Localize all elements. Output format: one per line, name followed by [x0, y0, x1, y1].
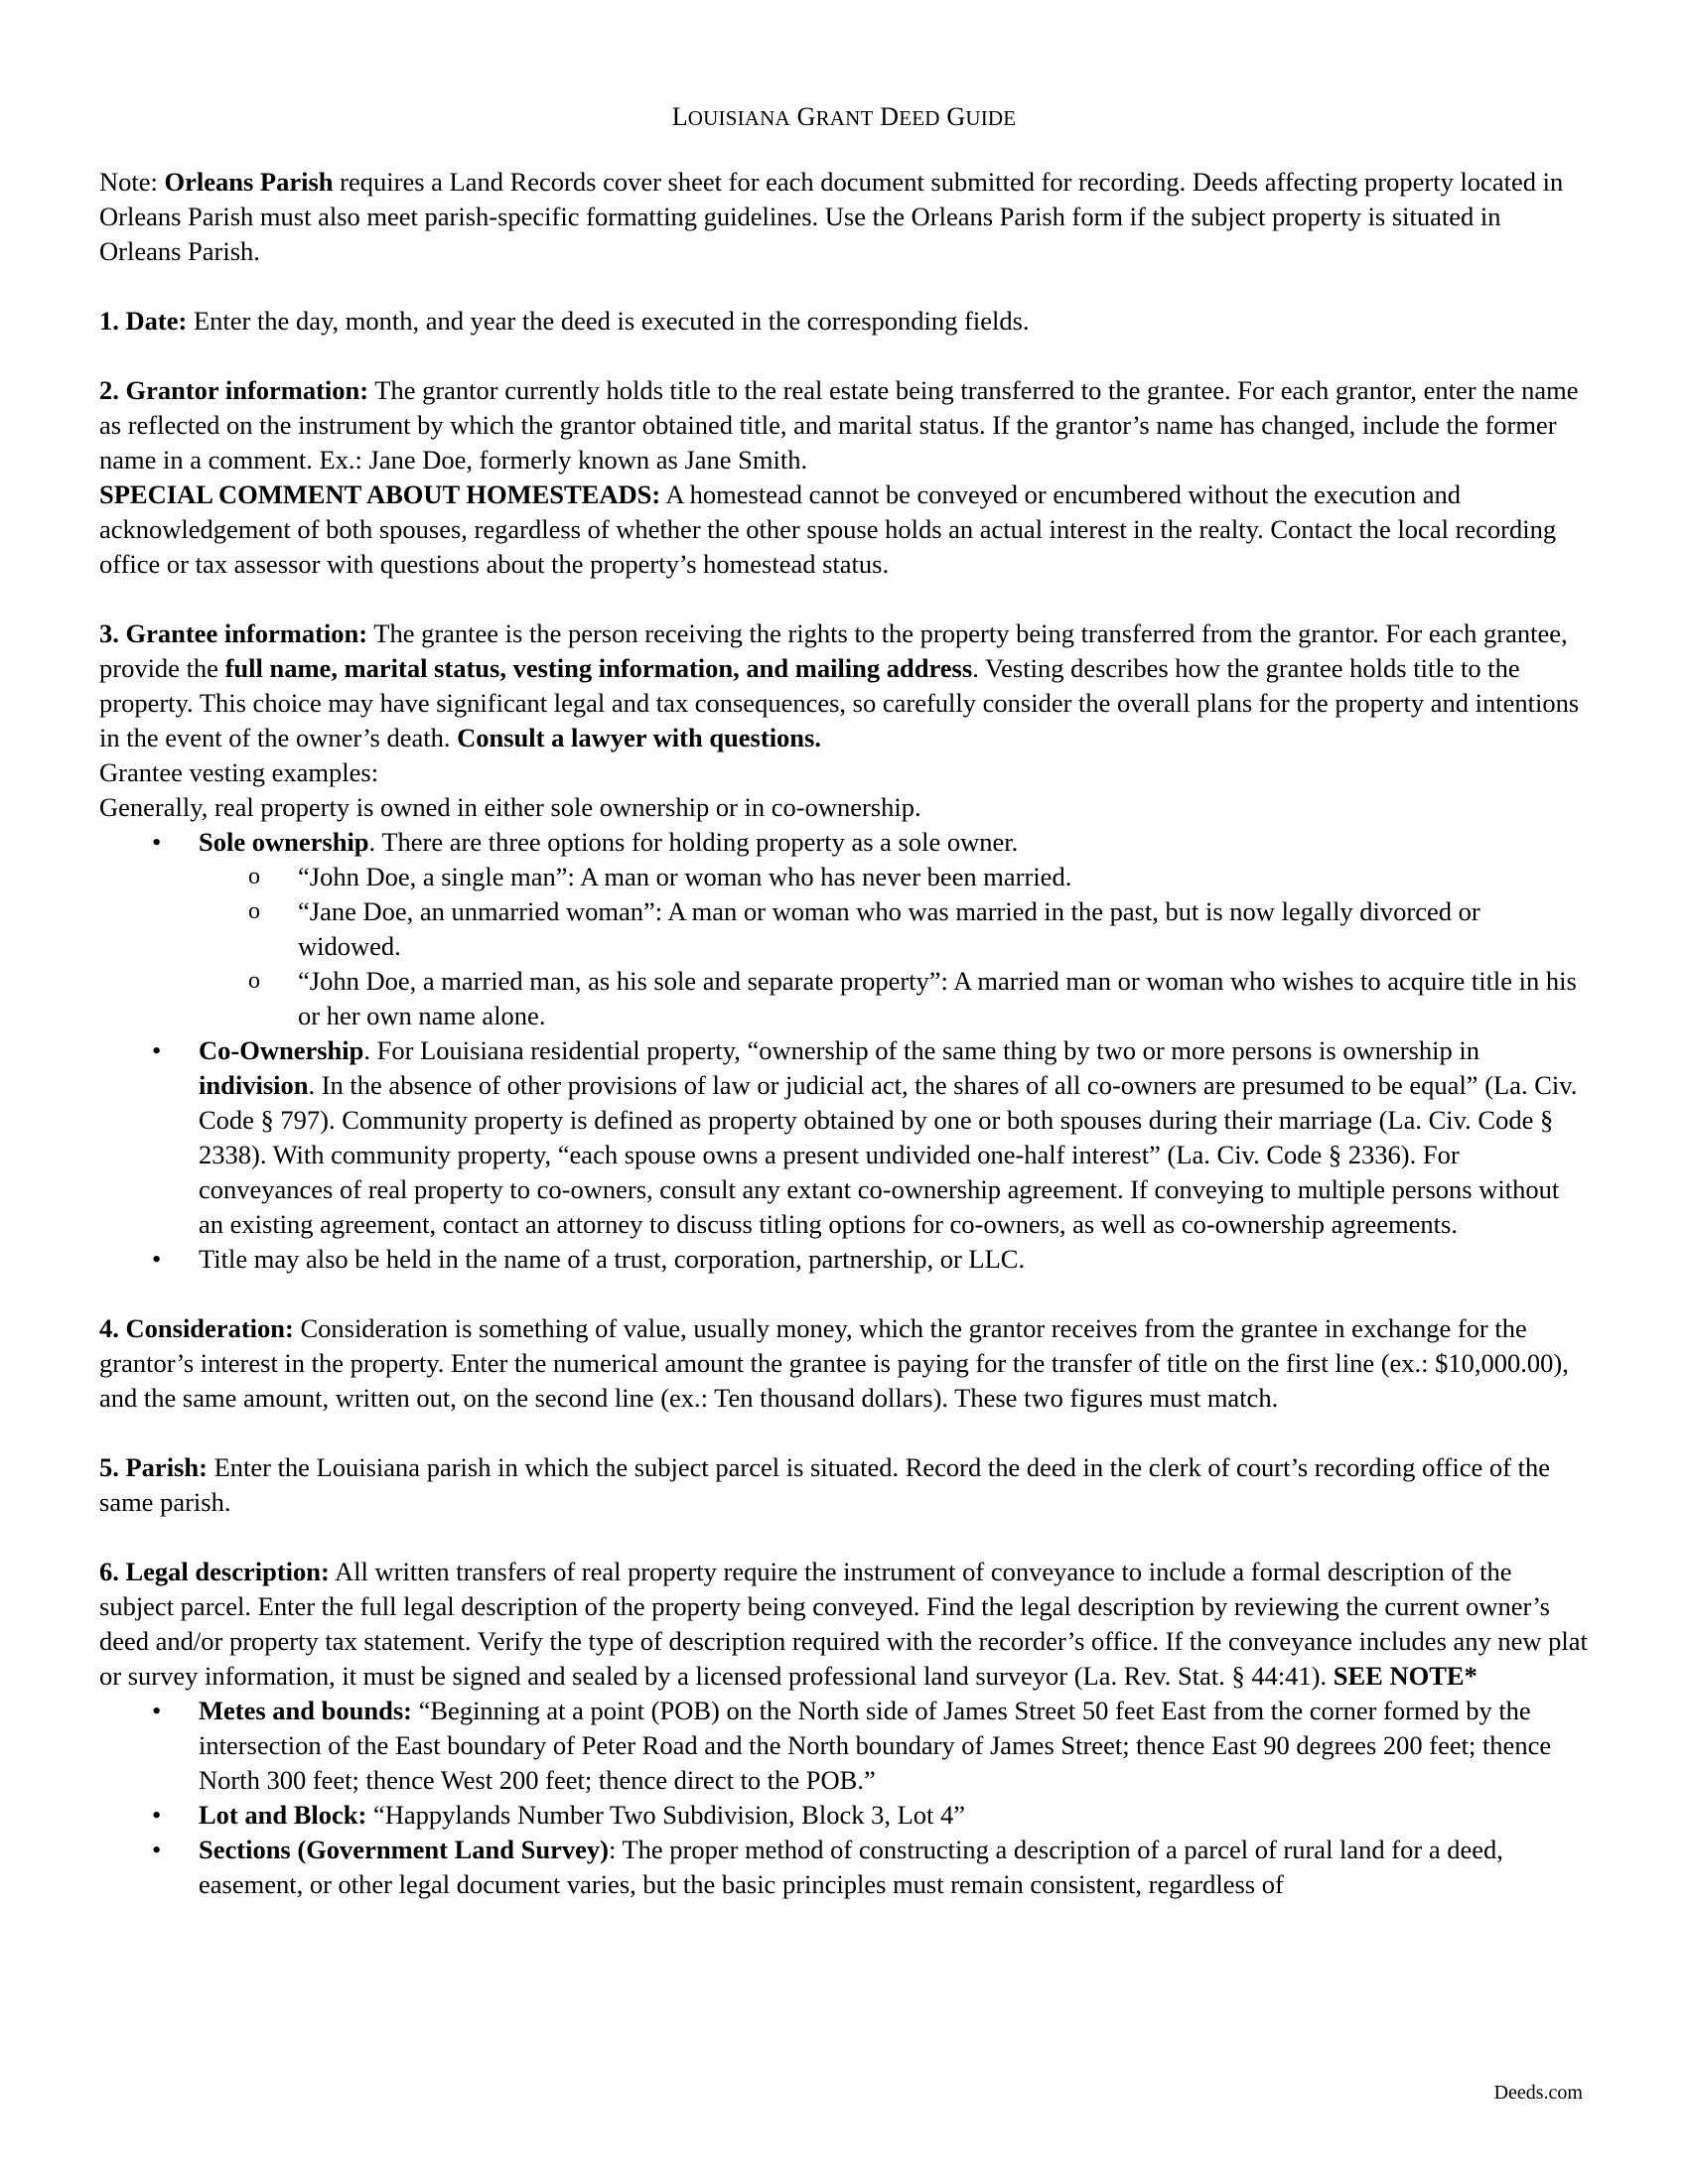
- note-paragraph: Note: Orleans Parish requires a Land Records cover sheet for each document submitted for recording. Deeds affecting property located in Orleans Parish must also meet parish-specific formatting guidelines. Use the Orleans Parish form if the subject property is situated in Orleans Parish.: [99, 167, 1564, 266]
- document-page: [99, 99, 1589, 1902]
- list-item: o “John Doe, a single man”: A man or woman who has never been married.: [248, 862, 1072, 891]
- list-item: • Sections (Government Land Survey): The proper method of constructing a description of a parcel of rural land for a deed, easement, or other legal document varies, but the basic principles must remain consistent, regardless of: [152, 1835, 1503, 1899]
- vesting-label: Grantee vesting examples:: [99, 757, 379, 787]
- list-item: • Co-Ownership. For Louisiana residential property, “ownership of the same thing by two or more persons is ownership in indivision. In the absence of other provisions of law or judicial act, the shares of all co-owners are presumed to be equal” (La. Civ. Code § 797). Community property is defined as property obtained by one or both spouses during their marriage (La. Civ. Code § 2338). With community property, “each spouse owns a present undivided one-half interest” (La. Civ. Code § 2336). For conveyances of real property to co-owners, consult any extant co-ownership agreement. If conveying to multiple persons without an existing agreement, contact an attorney to discuss titling options for co-owners, as well as co-ownership agreements.: [152, 1035, 1578, 1239]
- legal-description-list: [99, 1694, 1589, 1902]
- list-item: • Sole ownership. There are three options for holding property as a sole owner. o “John Doe, a single man”: A man or woman who has never been married. o “Jane Doe, an unmarried woman”: A man or woman who was married in the past, but is now legally divorced or widowed. o “John Doe, a married man, as his sole and separate property”: A married man or woman who wishes to acquire title in his or her own name alone.: [99, 825, 1589, 1033]
- section-grantee: 3. Grantee information: The grantee is the person receiving the rights to the property being transferred from the grantor. For each grantee, provide the full name, marital status, vesting information, and mailing address. Vesting describes how the grantee holds title to the property. This choice may have significant legal and tax consequences, so carefully consider the overall plans for the property and intentions in the event of the owner’s death. Consult a lawyer with questions.: [99, 618, 1580, 752]
- list-item: o “Jane Doe, an unmarried woman”: A man or woman who was married in the past, but is now legally divorced or widowed.: [248, 896, 1480, 961]
- section-consideration: 4. Consideration: Consideration is something of value, usually money, which the grantor receives from the grantee in exchange for the grantor’s interest in the property. Enter the numerical amount the grantee is paying for the transfer of title on the first line (ex.: $10,000.00), and the same amount, written out, on the second line (ex.: Ten thousand dollars). These two figures must match.: [99, 1313, 1569, 1413]
- list-item: o “John Doe, a married man, as his sole and separate property”: A married man or woman who wishes to acquire title in his or her own name alone.: [248, 966, 1577, 1030]
- section-date: 1. Date: Enter the day, month, and year the deed is executed in the corresponding fields.: [99, 306, 1030, 336]
- vesting-generally: Generally, real property is owned in either sole ownership or in co-ownership.: [99, 792, 921, 822]
- list-item: • Metes and bounds: “Beginning at a point (POB) on the North side of James Street 50 feet East from the corner formed by the intersection of the East boundary of Peter Road and the North boundary of James Street; thence East 90 degrees 200 feet; thence North 300 feet; thence West 200 feet; thence direct to the POB.”: [152, 1696, 1552, 1795]
- section-grantor: 2. Grantor information: The grantor currently holds title to the real estate being transferred to the grantee. For each grantor, enter the name as reflected on the instrument by which the grantor obtained title, and marital status. If the grantor’s name has changed, include the former name in a comment. Ex.: Jane Doe, formerly known as Jane Smith. SPECIAL COMMENT ABOUT HOMESTEADS: A homestead cannot be conveyed or encumbered without the execution and acknowledgement of both spouses, regardless of whether the other spouse holds an actual interest in the realty. Contact the local recording office or tax assessor with questions about the property’s homestead status.: [99, 375, 1579, 579]
- vesting-list: [99, 825, 1589, 1277]
- list-item: • Lot and Block: “Happylands Number Two Subdivision, Block 3, Lot 4”: [152, 1800, 966, 1830]
- section-parish: 5. Parish: Enter the Louisiana parish in which the subject parcel is situated. Record the deed in the clerk of court’s recording office of the same parish.: [99, 1452, 1550, 1517]
- sole-ownership-sublist: [199, 860, 1589, 1033]
- section-legal-description: 6. Legal description: All written transfers of real property require the instrument of conveyance to include a formal description of the subject parcel. Enter the full legal description of the property being conveyed. Find the legal description by reviewing the current owner’s deed and/or property tax statement. Verify the type of description required with the recorder’s office. If the conveyance includes any new plat or survey information, it must be signed and sealed by a licensed professional land surveyor (La. Rev. Stat. § 44:41). SEE NOTE*: [99, 1557, 1588, 1691]
- page-title: LOUISIANA GRANT DEED GUIDE: [671, 102, 1017, 131]
- list-item: • Title may also be held in the name of a trust, corporation, partnership, or LLC.: [152, 1244, 1026, 1274]
- footer-brand: Deeds.com: [1493, 2082, 1583, 2104]
